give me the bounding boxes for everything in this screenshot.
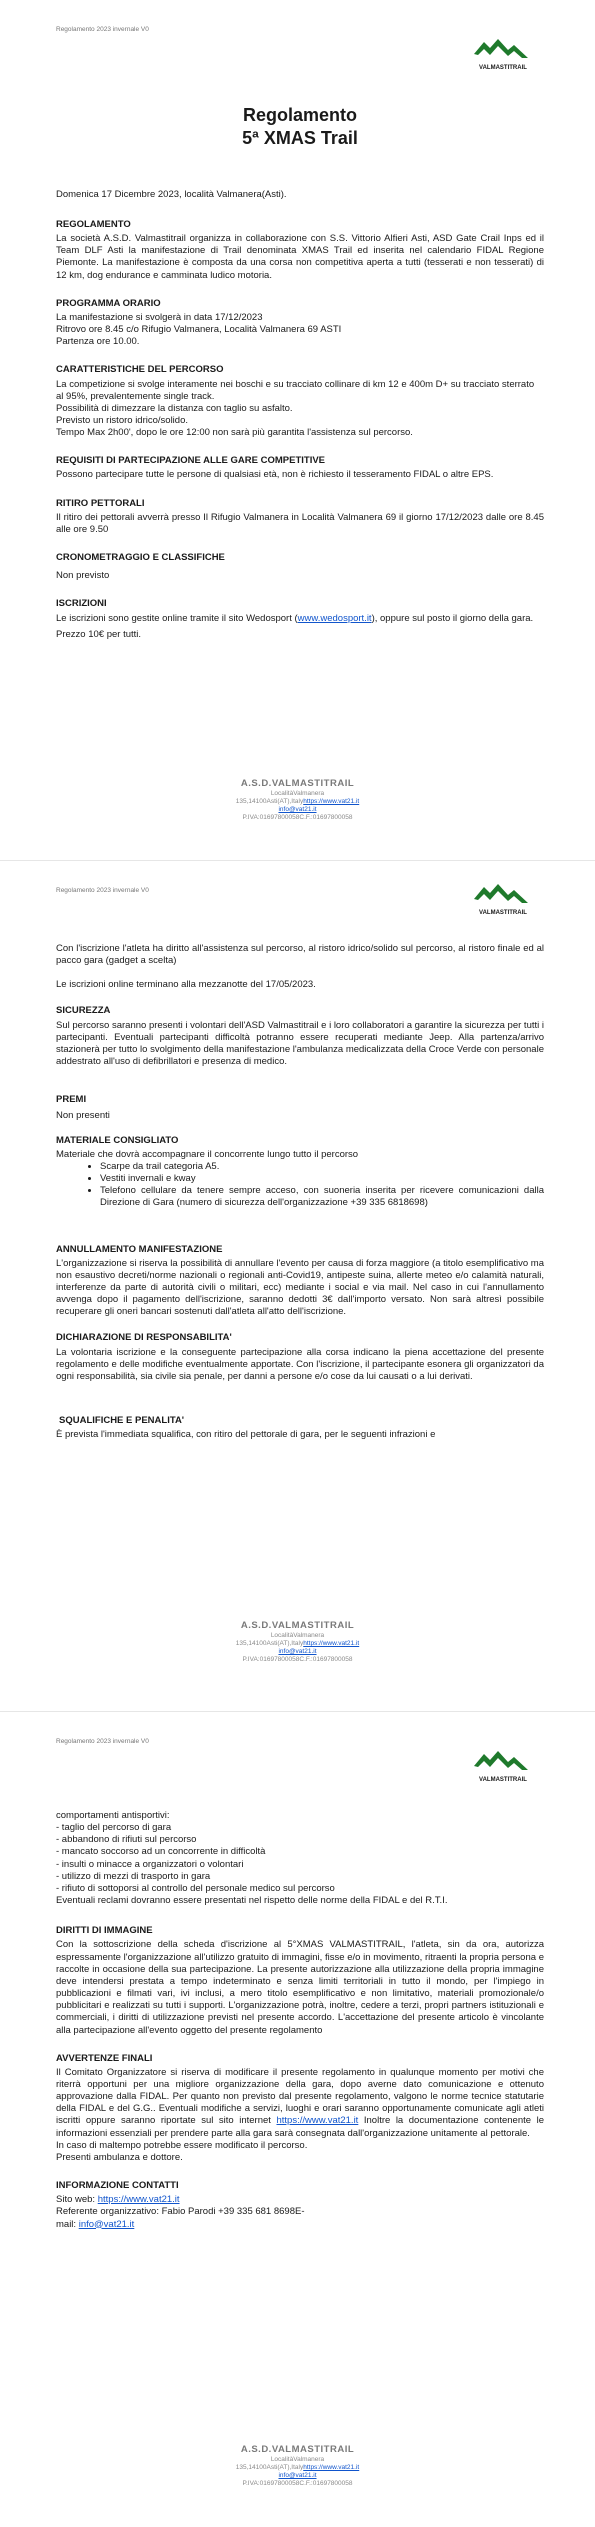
valmastitrail-logo	[468, 881, 538, 917]
squalifiche-item: - mancato soccorso ad un concorrente in difficoltà	[56, 1846, 266, 1858]
avvertenze-heading: AVVERTENZE FINALI	[56, 2052, 153, 2064]
footer-city-text: 135,14100Asti(AT),Italy	[235, 2464, 304, 2471]
footer-org-name: A.S.D.VALMASTITRAIL	[240, 2444, 355, 2455]
contatti-mail-link[interactable]: info@vat21.it	[78, 2218, 135, 2230]
percorso-line: Tempo Max 2h00', dopo le ore 12:00 non sarà più garantita l'assistenza sul percorso.	[56, 427, 413, 439]
page-1-content	[56, 104, 544, 641]
footer	[0, 2444, 595, 2488]
percorso-line: Possibilità di dimezzare la distanza con taglio su asfalto.	[56, 402, 293, 414]
footer-address: LocalitàValmanera	[270, 2455, 325, 2463]
materiale-intro: Materiale che dovrà accompagnare il concorrente lungo tutto il percorso	[56, 1148, 359, 1160]
header-text: Regolamento 2023 invernale V0	[56, 887, 149, 894]
footer-site-link[interactable]: https://www.vat21.it	[303, 798, 360, 805]
requisiti-heading: REQUISITI DI PARTECIPAZIONE ALLE GARE COMPETITIVE	[56, 455, 326, 467]
contatti-ref: Referente organizzativo: Fabio Parodi +39 335 681 8698E-	[56, 2206, 305, 2218]
ritiro-text: Il ritiro dei pettorali avverrà presso Il Rifugio Valmanera in Località Valmanera 69 il giorno 17/12/2023 dalle ore 8.45 alle ore 9.50	[56, 511, 544, 535]
annullamento-heading: ANNULLAMENTO MANIFESTAZIONE	[56, 1243, 223, 1255]
mountain-logo-icon	[474, 39, 528, 58]
iscrizioni-text-after: ), oppure sul posto il giorno della gara.	[371, 612, 534, 624]
percorso-line: La competizione si svolge interamente nei boschi e su tracciato collinare di km 12 e 400m D+ su tracciato sterrato al 95%, prevalentemente single track.	[56, 378, 535, 402]
iscrizioni-termine: Le iscrizioni online terminano alla mezzanotte del 17/05/2023.	[56, 979, 316, 991]
avvertenze-text	[56, 2067, 544, 2140]
footer	[0, 778, 595, 822]
page-3-content	[56, 1810, 544, 2231]
materiale-heading: MATERIALE CONSIGLIATO	[56, 1134, 179, 1146]
footer-city	[0, 798, 595, 806]
contatti-site-label: Sito web:	[56, 2194, 98, 2206]
cronometraggio-heading: CRONOMETRAGGIO E CLASSIFICHE	[56, 552, 225, 564]
materiale-list	[56, 1161, 544, 1210]
contatti-site	[56, 2194, 544, 2206]
page-2-content	[56, 943, 544, 1441]
dichiarazione-text: La volontaria iscrizione e la conseguente partecipazione alla corsa indicano la piena accettazione del presente regolamento e delle modifiche eventualmente apportate. Con l'iscrizione, il partecipante esonera gli organizzatori da ogni responsabilità, sia civile sia penale, per danni a persone e/o cose da lui causati o a lui derivati.	[56, 1346, 544, 1382]
footer-address: LocalitàValmanera	[270, 789, 325, 797]
iscrizioni-heading: ISCRIZIONI	[56, 598, 107, 610]
page-1	[0, 0, 595, 860]
diritti-text: Con la sottoscrizione della scheda d'iscrizione al 5°XMAS VALMASTITRAIL, l'atleta, sin da ora, autorizza espressamente l'organizzazione all'utilizzo gratuito di immagini, fisse e/o in movimento, ritraenti la propria persona e raccolte in occasione della sua partecipazione. La presente autorizzazione alla utilizzazione della propria immagine deve intendersi prestata a tempo indeterminato e senza limiti territoriali in tutto il mondo, per l'impiego in pubblicazioni e filmati vari, ivi inclusi, a mero titolo esemplificativo e non limitativo, materiali promozionale/o pubblicitari e realizzati su tutti i supporti. L'organizzazione potrà, inoltre, cedere a terzi, propri partners istituzionali e commerciali, i diritti di utilizzazione previsti nel presente accordo. L'accettazione del presente articolo è vincolante alla partecipazione all'evento oggetto del presente regolamento	[56, 1939, 544, 2036]
footer-city	[0, 1640, 595, 1648]
premi-heading: PREMI	[56, 1094, 87, 1106]
materiale-item: • Telefono cellulare da tenere sempre acceso, con suoneria inserita per ricevere comunicazioni dalla Direzione di Gara (numero di sicurezza dell'organizzazione +39 335 6818698)	[100, 1185, 544, 1209]
regolamento-text: La società A.S.D. Valmastitrail organizza in collaborazione con S.S. Vittorio Alfieri Asti, ASD Gate Crail Inps ed il Team DLF Asti la manifestazione di Trail denominata XMAS Trail ed inserita nel calendario FIDAL Regione Piemonte. La manifestazione è composta da una corsa non competitiva aperta a tutti (tesserati e non tesserati) di 12 km, dog endurance e camminata ludico motoria.	[56, 233, 544, 281]
squalifiche-intro: È prevista l'immediata squalifica, con ritiro del pettorale di gara, per le seguenti infrazioni e	[56, 1429, 436, 1441]
logo-text: VALMASTITRAIL	[479, 65, 527, 71]
mountain-logo-icon	[474, 884, 528, 903]
title-line-2: 5ª XMAS Trail	[242, 128, 358, 149]
squalifiche-item: - taglio del percorso di gara	[56, 1822, 172, 1834]
requisiti-text: Possono partecipare tutte le persone di qualsiasi età, non è richiesto il tesseramento FIDAL o altre EPS.	[56, 469, 494, 481]
materiale-item: • Scarpe da trail categoria A5.	[100, 1161, 544, 1173]
contatti-mail-label: mail:	[56, 2218, 79, 2230]
footer-city-text: 135,14100Asti(AT),Italy	[235, 798, 304, 805]
valmastitrail-logo	[468, 1748, 538, 1784]
valmastitrail-logo	[468, 36, 538, 72]
percorso-line: Previsto un ristoro idrico/solido.	[56, 414, 188, 426]
avvertenze-text-before: Il Comitato Organizzatore si riserva di modificare il presente regolamento in qualunque momento per motivi che riterrà opportuni per una migliore organizzazione della gara, dopo averne dato comunicazione e ottenuto approvazione dalla FIDAL. Per quanto non previsto dal presente regolamento, valgono le norme tecnice statutarie della FIDAL e del G.G.. Eventuali modifiche a servizi, luoghi e orari saranno opportunamente comunicate agli atleti iscritti oppure saranno riportate sul sito internet	[56, 2066, 544, 2127]
footer-vat: P.IVA:01697800058C.F.:01697800058	[242, 2480, 353, 2488]
programma-line: La manifestazione si svolgerà in data 17/12/2023	[56, 311, 263, 323]
footer-address: LocalitàValmanera	[270, 1631, 325, 1639]
percorso-heading: CARATTERISTICHE DEL PERCORSO	[56, 364, 224, 376]
dichiarazione-heading: DICHIARAZIONE DI RESPONSABILITA'	[56, 1332, 232, 1344]
programma-heading: PROGRAMMA ORARIO	[56, 297, 161, 309]
page-3	[0, 1711, 595, 2527]
footer	[0, 1620, 595, 1664]
annullamento-text: L'organizzazione si riserva la possibilità di annullare l'evento per causa di forza maggiore (a titolo esemplificativo ma non esaustivo decreti/norme nazionali o regionali anti-Covid19, antipeste suina, allerte meteo e/o calamità naturali, interferenze da parte di autorità civili o militari, ecc) mediante i social e via mail. Nel caso in cui l'annullamento avvenga dopo il pagamento dell'iscrizione, saranno dedotti 3€ dall'importo versato. Non sarà altresì possibile recuperare gli oneri bancari sostenuti dall'atleta all'atto dell'iscrizione.	[56, 1257, 544, 1318]
page-2	[0, 860, 595, 1712]
squalifiche-continued: comportamenti antisportivi:	[56, 1810, 170, 1821]
avvertenze-line: Presenti ambulanza e dottore.	[56, 2151, 183, 2163]
ritiro-heading: RITIRO PETTORALI	[56, 497, 145, 509]
footer-vat: P.IVA:01697800058C.F.:01697800058	[242, 1656, 353, 1664]
footer-mail-link[interactable]: info@vat21.it	[278, 806, 317, 814]
programma-line: Partenza ore 10.00.	[56, 336, 140, 348]
cronometraggio-text: Non previsto	[56, 570, 110, 582]
footer-site-link[interactable]: https://www.vat21.it	[303, 1640, 360, 1647]
date-line: Domenica 17 Dicembre 2023, località Valmanera(Asti).	[56, 188, 287, 200]
squalifiche-item: - abbandono di rifiuti sul percorso	[56, 1834, 197, 1846]
regolamento-heading: REGOLAMENTO	[56, 218, 131, 230]
footer-org-name: A.S.D.VALMASTITRAIL	[240, 1620, 355, 1631]
mountain-logo-icon	[474, 1751, 528, 1770]
sicurezza-heading: SICUREZZA	[56, 1005, 111, 1017]
squalifiche-closing: Eventuali reclami dovranno essere presentati nel rispetto delle norme della FIDAL e del R.T.I.	[56, 1895, 448, 1907]
logo-text: VALMASTITRAIL	[479, 910, 527, 916]
programma-line: Ritrovo ore 8.45 c/o Rifugio Valmanera, Località Valmanera 69 ASTI	[56, 324, 342, 336]
avvertenze-line: In caso di maltempo potrebbe essere modificato il percorso.	[56, 2139, 308, 2151]
title-line-1: Regolamento	[242, 105, 357, 125]
document-title	[56, 104, 544, 151]
header-text: Regolamento 2023 invernale V0	[56, 1738, 149, 1745]
footer-vat: P.IVA:01697800058C.F.:01697800058	[242, 814, 353, 822]
materiale-item: • Vestiti invernali e kway	[100, 1173, 544, 1185]
vat21-link[interactable]: https://www.vat21.it	[276, 2115, 359, 2127]
iscrizioni-text-before: Le iscrizioni sono gestite online tramite il sito Wedosport (	[56, 612, 298, 624]
footer-city	[0, 2464, 595, 2472]
iscrizioni-price: Prezzo 10€ per tutti.	[56, 628, 142, 640]
contatti-site-link[interactable]: https://www.vat21.it	[97, 2194, 180, 2206]
squalifiche-item: - insulti o minacce a organizzatori o volontari	[56, 1858, 244, 1870]
squalifiche-item: - utilizzo di mezzi di trasporto in gara	[56, 1870, 211, 1882]
header-text: Regolamento 2023 invernale V0	[56, 26, 149, 33]
footer-city-text: 135,14100Asti(AT),Italy	[235, 1640, 304, 1647]
premi-text: Non presenti	[56, 1110, 110, 1122]
footer-org-name: A.S.D.VALMASTITRAIL	[240, 778, 355, 789]
footer-mail-link[interactable]: info@vat21.it	[278, 2472, 317, 2480]
wedosport-link[interactable]: www.wedosport.it	[297, 612, 372, 624]
contatti-heading: INFORMAZIONE CONTATTI	[56, 2180, 179, 2192]
iscrizioni-text	[56, 613, 544, 625]
logo-text: VALMASTITRAIL	[479, 1777, 527, 1783]
iscrizione-diritto: Con l'iscrizione l'atleta ha diritto all'assistenza sul percorso, al ristoro idrico/solido sul percorso, al ristoro finale ed al pacco gara (gadget a scelta)	[56, 943, 544, 967]
footer-site-link[interactable]: https://www.vat21.it	[303, 2464, 360, 2471]
squalifiche-item: - rifiuto di sottoporsi al controllo del personale medico sul percorso	[56, 1882, 335, 1894]
footer-mail-link[interactable]: info@vat21.it	[278, 1648, 317, 1656]
avvertenze-text-after: Inoltre la documentazione contenente le informazioni essenziali per prendere parte alla gara sarà consegnata dall'organizzazione unitamente al pettorale.	[56, 2115, 544, 2139]
diritti-heading: DIRITTI DI IMMAGINE	[56, 1925, 153, 1937]
contatti-mail	[56, 2219, 544, 2231]
sicurezza-text: Sul percorso saranno presenti i volontari dell'ASD Valmastitrail e i loro collaboratori a garantire la sicurezza per tutti i partecipanti. Eventuali partecipanti difficoltà potranno essere recuperati mediante Jeep. Alla partenza/arrivo stazionerà per tutto lo svolgimento della manifestazione l'ambulanza medicalizzata della Croce Verde con personale addestrato all'uso di defibrillatori e presenza di medico.	[56, 1019, 544, 1068]
squalifiche-heading: SQUALIFICHE E PENALITA'	[59, 1415, 185, 1427]
